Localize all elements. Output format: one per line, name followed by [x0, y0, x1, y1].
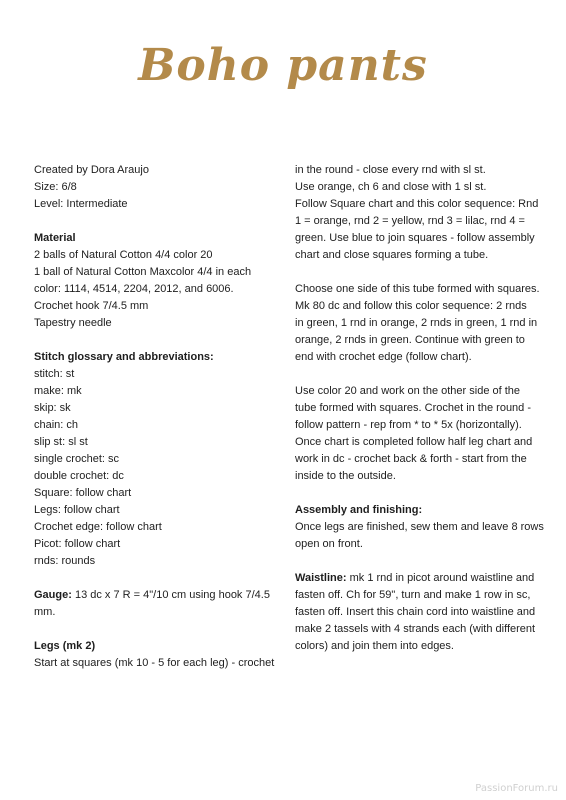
glossary-item: Square: follow chart [34, 487, 132, 499]
intro-block [34, 162, 274, 213]
assembly-heading: Assembly and finishing: [295, 504, 423, 516]
legs-line: Once chart is completed follow half leg chart and [295, 436, 533, 448]
waistline-line: fasten off. Ch for 59", turn and make 1 row in sc, [295, 589, 531, 601]
glossary-item: make: mk [34, 385, 82, 397]
legs-line: follow pattern - rep from * to * 5x (horizontally). [295, 419, 522, 431]
gauge-text: 13 dc x 7 R = 4"/10 cm using hook 7/4.5 [71, 589, 270, 601]
glossary-item: Legs: follow chart [34, 504, 120, 516]
legs-line: Use orange, ch 6 and close with 1 sl st. [295, 181, 487, 193]
legs-line: work in dc - crochet back & forth - start from the [295, 453, 527, 465]
legs-heading: Legs (mk 2) [34, 640, 96, 652]
legs-line: 1 = orange, rnd 2 = yellow, rnd 3 = lilac, rnd 4 = [295, 215, 525, 227]
legs-line: tube formed with squares. Crochet in the round - [295, 402, 532, 414]
glossary-heading: Stitch glossary and abbreviations: [34, 351, 214, 363]
material-line: 2 balls of Natural Cotton 4/4 color 20 [34, 249, 213, 261]
material-line: 1 ball of Natural Cotton Maxcolor 4/4 in each [34, 266, 252, 278]
watermark: PassionForum.ru [475, 783, 558, 794]
material-heading: Material [34, 232, 76, 244]
assembly-line: Once legs are finished, sew them and leave 8 rows [295, 521, 544, 533]
waistline-text: mk 1 rnd in picot around waistline and [346, 572, 535, 584]
assembly-line: open on front. [295, 538, 363, 550]
legs-line: Follow Square chart and this color sequence: Rnd [295, 198, 539, 210]
waistline-label: Waistline: [295, 572, 347, 584]
legs-line: chart and close squares forming a tube. [295, 249, 489, 261]
material-line: Tapestry needle [34, 317, 112, 329]
glossary-item: skip: sk [34, 402, 71, 414]
waistline-line: colors) and join them into edges. [295, 640, 454, 652]
legs-line: Choose one side of this tube formed with squares. [295, 283, 540, 295]
intro-line: Level: Intermediate [34, 198, 128, 210]
glossary-item: rnds: rounds [34, 555, 96, 567]
legs-line: inside to the outside. [295, 470, 396, 482]
material-line: color: 1114, 4514, 2204, 2012, and 6006. [34, 283, 234, 295]
waistline-line [295, 570, 545, 587]
legs-line: Use color 20 and work on the other side of the [295, 385, 521, 397]
right-column [295, 162, 545, 655]
glossary-item: slip st: sl st [34, 436, 88, 448]
glossary-item: Crochet edge: follow chart [34, 521, 162, 533]
left-column [34, 162, 274, 672]
gauge-label: Gauge: [34, 589, 72, 601]
legs-line: in green, 1 rnd in orange, 2 rnds in green, 1 rnd in [295, 317, 538, 329]
legs-line: Mk 80 dc and follow this color sequence: 2 rnds [295, 300, 527, 312]
waistline-line: make 2 tassels with 4 strands each (with different [295, 623, 536, 635]
material-line: Crochet hook 7/4.5 mm [34, 300, 149, 312]
glossary-item: stitch: st [34, 368, 75, 380]
page-title: Boho pants [138, 40, 428, 91]
legs-line: orange, 2 rnds in green. Continue with green to [295, 334, 525, 346]
legs-line: in the round - close every rnd with sl st. [295, 164, 486, 176]
glossary-item: chain: ch [34, 419, 79, 431]
legs-line: green. Use blue to join squares - follow assembly [295, 232, 535, 244]
gauge-line: mm. [34, 606, 56, 618]
intro-line: Size: 6/8 [34, 181, 77, 193]
glossary-item: Picot: follow chart [34, 538, 121, 550]
waistline-line: fasten off. Insert this chain cord into waistline and [295, 606, 536, 618]
gauge-line [34, 587, 274, 604]
intro-line: Created by Dora Araujo [34, 164, 149, 176]
glossary-item: double crochet: dc [34, 470, 124, 482]
legs-line: end with crochet edge (follow chart). [295, 351, 472, 363]
glossary-item: single crochet: sc [34, 453, 119, 465]
legs-line: Start at squares (mk 10 - 5 for each leg) - crochet [34, 657, 275, 669]
